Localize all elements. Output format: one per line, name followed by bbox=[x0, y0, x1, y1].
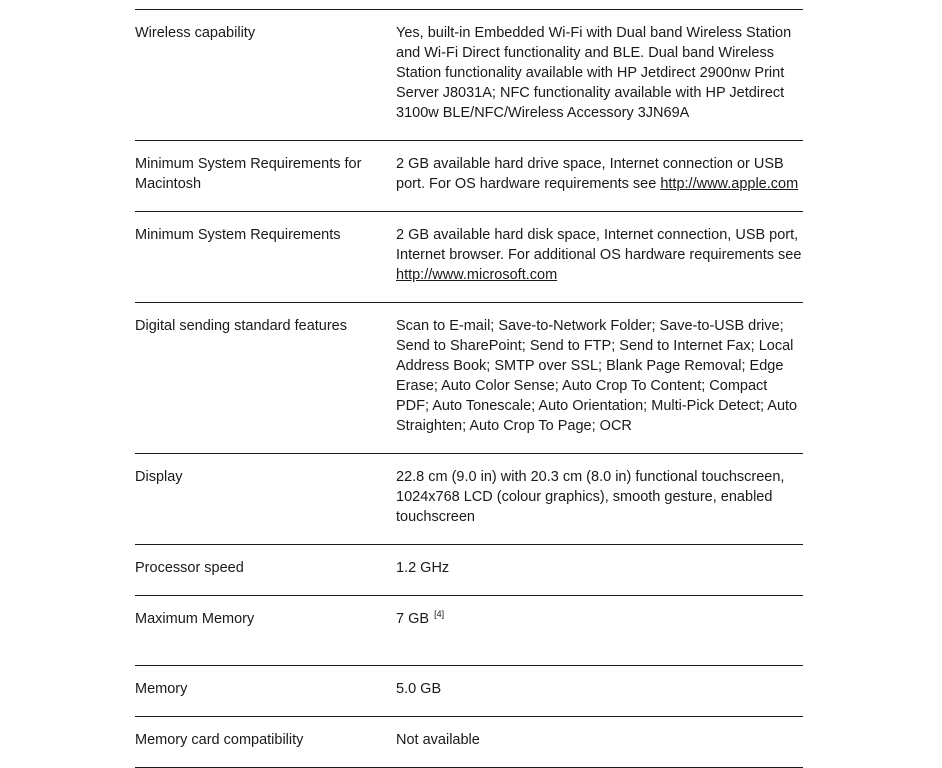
spec-row-min-system-requirements-mac bbox=[135, 141, 803, 212]
spec-row-digital-sending-features bbox=[135, 303, 803, 454]
spec-row-processor-speed bbox=[135, 545, 803, 596]
spec-label: Minimum System Requirements for Macintosh bbox=[135, 156, 362, 192]
spec-value: 5.0 GB bbox=[396, 681, 442, 697]
spec-value-text: 2 GB available hard disk space, Internet connection, USB port, Internet browser. For additional OS hardware requirements see bbox=[396, 227, 802, 263]
spec-row-wireless-capability bbox=[135, 10, 803, 141]
spec-value: Yes, built-in Embedded Wi-Fi with Dual band Wireless Station and Wi-Fi Direct functionality and BLE. Dual band Wireless Station functionality available with HP Jetdirect 2900nw Print Server J8031A; NFC functionality available with HP Jetdirect 3100w BLE/NFC/Wireless Accessory 3JN69A bbox=[396, 25, 792, 121]
spec-value-text: 7 GB bbox=[396, 611, 430, 627]
footnote-reference[interactable]: [4] bbox=[434, 609, 445, 620]
spec-row-maximum-memory bbox=[135, 596, 803, 666]
spec-row-memory bbox=[135, 666, 803, 717]
spec-value: 22.8 cm (9.0 in) with 20.3 cm (8.0 in) functional touchscreen, 1024x768 LCD (colour graphics), smooth gesture, enabled touchscreen bbox=[396, 469, 785, 525]
spec-value bbox=[396, 609, 803, 648]
spec-label: Wireless capability bbox=[135, 25, 256, 41]
spec-label: Processor speed bbox=[135, 560, 244, 576]
spec-value: 1.2 GHz bbox=[396, 560, 450, 576]
apple-link[interactable]: http://www.apple.com bbox=[660, 176, 799, 192]
spec-label: Memory card compatibility bbox=[135, 732, 304, 748]
spec-label: Minimum System Requirements bbox=[135, 227, 341, 243]
spec-label: Memory bbox=[135, 681, 188, 697]
spec-row-display bbox=[135, 454, 803, 545]
spec-row-memory-card-compatibility bbox=[135, 717, 803, 768]
spec-label: Display bbox=[135, 469, 183, 485]
spec-value: Not available bbox=[396, 732, 480, 748]
spec-value: Scan to E-mail; Save-to-Network Folder; Save-to-USB drive; Send to SharePoint; Send to FTP; Send to Internet Fax; Local Address Book; SMTP over SSL; Blank Page Removal; Edge Erase; Auto Color Sense; Auto Crop To Content; Compact PDF; Auto Tonescale; Auto Orientation; Multi-Pick Detect; Auto Straighten; Auto Crop To Page; OCR bbox=[396, 318, 798, 434]
spec-value bbox=[396, 154, 803, 194]
spec-label: Maximum Memory bbox=[135, 611, 255, 627]
spec-label: Digital sending standard features bbox=[135, 318, 347, 334]
spec-row-min-system-requirements bbox=[135, 212, 803, 303]
spec-value-text: 2 GB available hard drive space, Internet connection or USB port. For OS hardware requirements see bbox=[396, 156, 784, 192]
specifications-table bbox=[135, 9, 803, 768]
microsoft-link[interactable]: http://www.microsoft.com bbox=[396, 267, 558, 283]
spec-value bbox=[396, 225, 803, 285]
